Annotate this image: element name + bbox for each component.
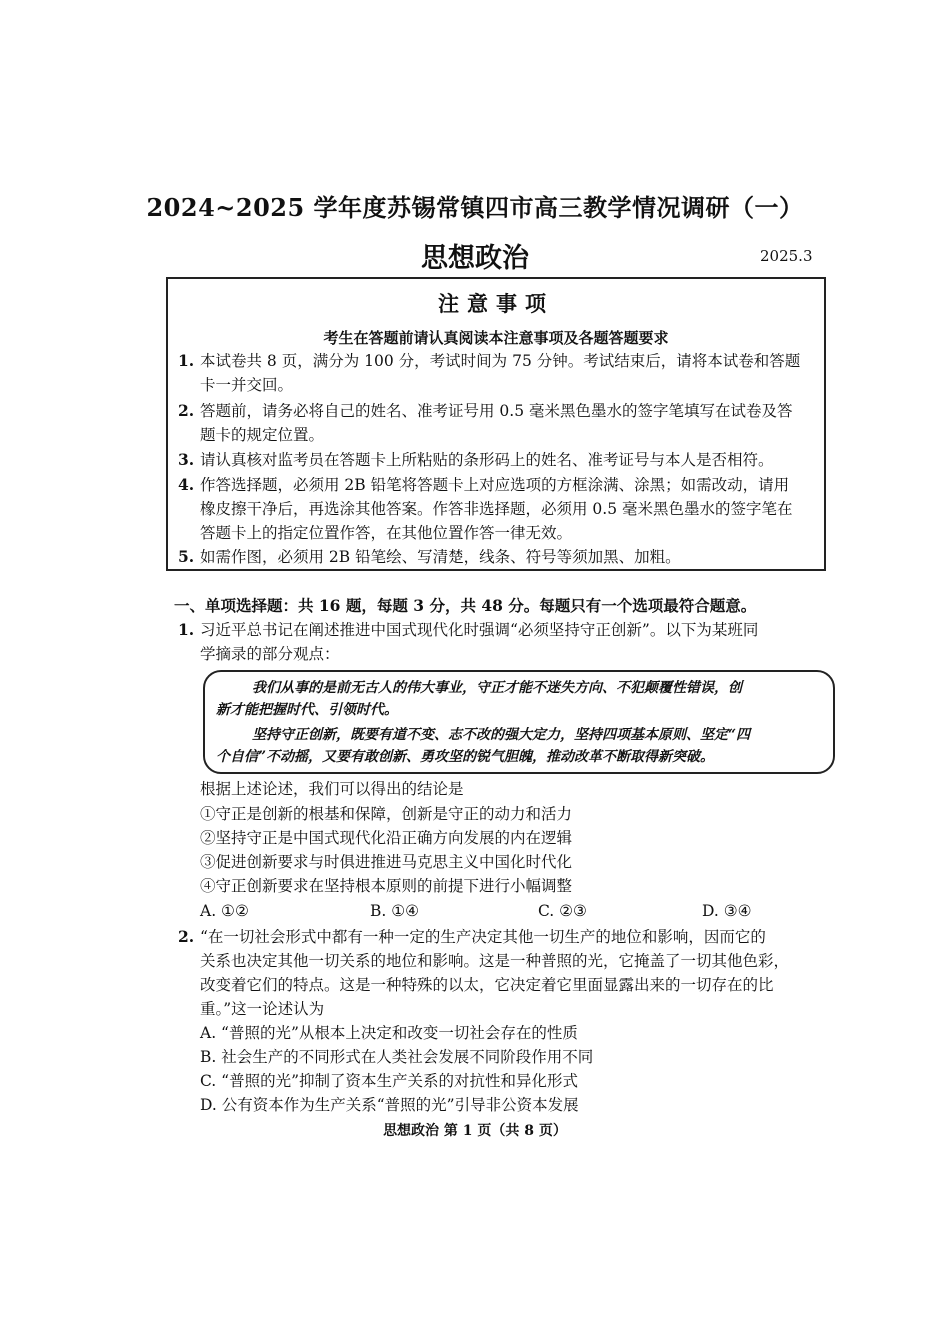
notice-item-5 [178, 545, 681, 569]
section-heading: 一、单项选择题：共 16 题，每题 3 分，共 48 分。每题只有一个选项最符合题意。 [174, 596, 757, 615]
notice-item-4 [178, 473, 793, 545]
question-number: 1. [178, 620, 195, 639]
notice-item-number: 1. [178, 351, 195, 370]
notice-item-line: 题卡的规定位置。 [200, 426, 325, 444]
notice-item-number: 3. [178, 450, 195, 469]
notice-item-line: 如需作图，必须用 2B 铅笔绘、写清楚，线条、符号等须加黑、加粗。 [200, 548, 681, 566]
notice-item-2 [178, 399, 793, 447]
question-prompt: 根据上述论述，我们可以得出的结论是 [200, 780, 464, 798]
question-stem-line: 重。”这一论述认为 [200, 1000, 325, 1018]
notice-item-line: 卡一并交回。 [200, 376, 294, 394]
quote-line: 坚持守正创新，既要有道不变、志不改的强大定力，坚持四项基本原则、坚定“四 [252, 727, 751, 743]
page-footer: 思想政治 第 1 页（共 8 页） [383, 1123, 567, 1139]
notice-item-line: 答题卡上的指定位置作答，在其他位置作答一律无效。 [200, 524, 573, 542]
question-stem-line: 改变着它们的特点。这是一种特殊的以太，它决定着它里面显露出来的一切存在的比 [200, 976, 774, 994]
question-stem-line: “在一切社会形式中都有一种一定的生产决定其他一切生产的地位和影响，因而它的 [200, 928, 766, 946]
statement: ④守正创新要求在坚持根本原则的前提下进行小幅调整 [200, 877, 573, 895]
question-2-stem [178, 925, 789, 1021]
notice-item-line: 橡皮擦干净后，再选涂其他答案。作答非选择题，必须用 0.5 毫米黑色墨水的签字笔在 [200, 500, 793, 518]
question-1-stem [178, 618, 758, 666]
statement: ③促进创新要求与时俱进推进马克思主义中国化时代化 [200, 853, 573, 871]
question-stem-line: 习近平总书记在阐述推进中国式现代化时强调“必须坚持守正创新”。以下为某班同 [200, 621, 759, 639]
question-number: 2. [178, 927, 195, 946]
option-c: C. “普照的光”抑制了资本生产关系的对抗性和异化形式 [200, 1072, 579, 1090]
notice-item-3 [178, 448, 774, 472]
option-c: C. ②③ [538, 902, 587, 920]
option-b: B. ①④ [370, 902, 420, 920]
option-d: D. 公有资本作为生产关系“普照的光”引导非公资本发展 [200, 1096, 579, 1114]
notice-item-line: 请认真核对监考员在答题卡上所粘贴的条形码上的姓名、准考证号与本人是否相符。 [200, 451, 774, 469]
exam-title: 2024~2025 学年度苏锡常镇四市高三教学情况调研（一） [146, 193, 804, 222]
notice-item-number: 4. [178, 475, 195, 494]
quote-line: 新才能把握时代、引领时代。 [216, 702, 398, 718]
exam-subject: 思想政治 [421, 243, 529, 274]
question-stem-line: 关系也决定其他一切关系的地位和影响。这是一种普照的光，它掩盖了一切其他色彩， [200, 952, 790, 970]
notice-item-number: 2. [178, 401, 195, 420]
option-a: A. ①② [200, 902, 249, 920]
option-d: D. ③④ [702, 902, 752, 920]
quote-line: 我们从事的是前无古人的伟大事业，守正才能不迷失方向、不犯颠覆性错误，创 [252, 680, 742, 696]
notice-item-line: 作答选择题，必须用 2B 铅笔将答题卡上对应选项的方框涂满、涂黑；如需改动，请用 [200, 476, 790, 494]
option-a: A. “普照的光”从根本上决定和改变一切社会存在的性质 [200, 1024, 578, 1042]
notice-intro: 考生在答题前请认真阅读本注意事项及各题答题要求 [323, 329, 669, 347]
notice-item-1 [178, 349, 800, 397]
statement: ②坚持守正是中国式现代化沿正确方向发展的内在逻辑 [200, 829, 573, 847]
notice-item-number: 5. [178, 547, 195, 566]
notice-heading: 注意事项 [438, 291, 554, 316]
question-stem-line: 学摘录的部分观点： [200, 645, 340, 663]
exam-date: 2025.3 [760, 247, 813, 265]
notice-item-line: 本试卷共 8 页，满分为 100 分，考试时间为 75 分钟。考试结束后，请将本试卷和答题 [200, 352, 801, 370]
statement: ①守正是创新的根基和保障，创新是守正的动力和活力 [200, 805, 573, 823]
notice-item-line: 答题前，请务必将自己的姓名、准考证号用 0.5 毫米黑色墨水的签字笔填写在试卷及答 [200, 402, 793, 420]
quote-line: 个自信”不动摇，又要有敢创新、勇攻坚的锐气胆魄，推动改革不断取得新突破。 [216, 749, 715, 765]
option-b: B. 社会生产的不同形式在人类社会发展不同阶段作用不同 [200, 1048, 594, 1066]
